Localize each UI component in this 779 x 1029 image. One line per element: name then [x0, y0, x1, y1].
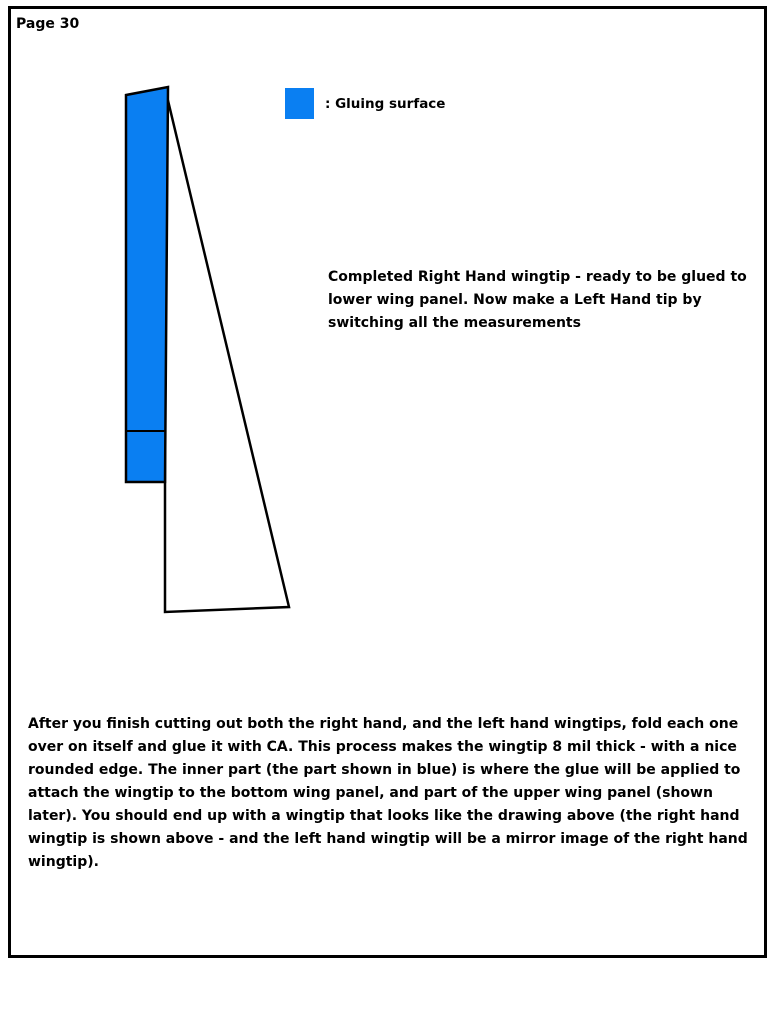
wingtip-outer-panel [165, 88, 289, 612]
wingtip-gluing-tab [126, 87, 168, 482]
figure-caption: Completed Right Hand wingtip - ready to be glued to lower wing panel. Now make a Left Hand tip by switching all the measurements [328, 269, 747, 331]
page-number: Page 30 [16, 16, 80, 32]
legend-label: : Gluing surface [325, 95, 446, 112]
instructions-text: After you finish cutting out both the right hand, and the left hand wingtips, fold each one over on itself and glue it with CA. This process makes the wingtip 8 mil thick - with a nice rounded edge. The inner part (the part shown in blue) is where the glue will be applied to attach the wingtip to the bottom wing panel, and part of the upper wing panel (shown later). You should end up with a wingtip that looks like the drawing above (the right hand wingtip is shown above - and the left hand wingtip will be a mirror image of the right hand wingtip). [28, 716, 748, 870]
